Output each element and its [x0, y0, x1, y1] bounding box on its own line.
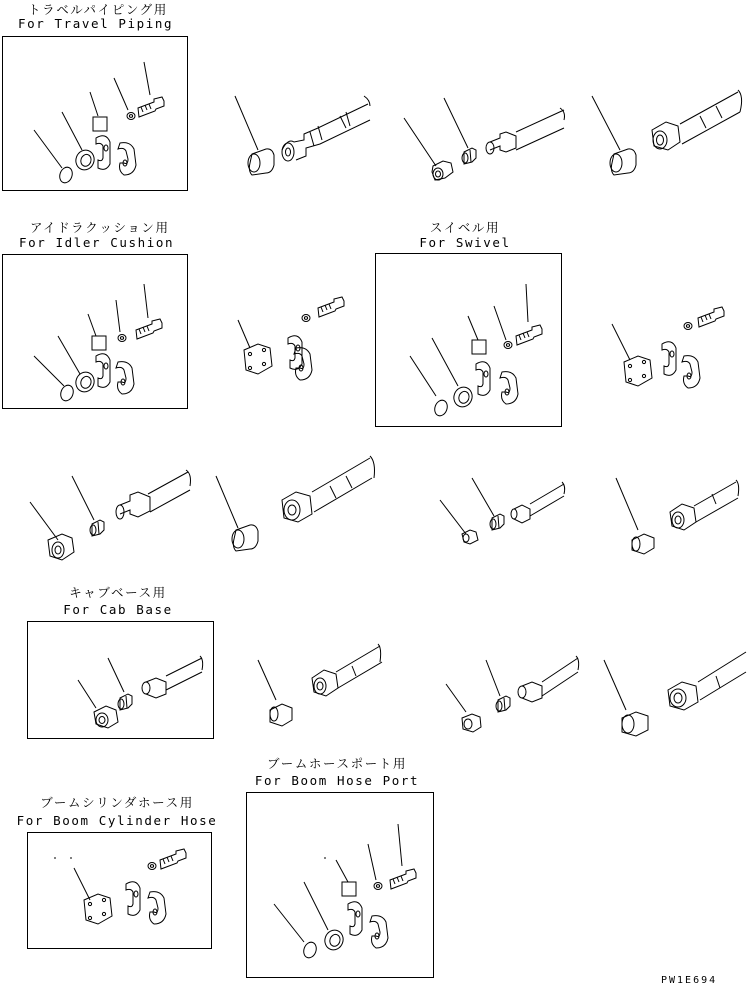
- cab-base-parts: [78, 656, 203, 728]
- cab-base-title-en: For Cab Base: [63, 602, 173, 617]
- travel-piping-title-jp: トラベルパイピング用: [28, 2, 168, 17]
- swivel-title-en: For Swivel: [419, 235, 511, 250]
- loose-flange-set-1: [238, 297, 344, 380]
- boom-cylinder-hose-parts: [54, 849, 186, 924]
- loose-flange-set-2: [612, 307, 724, 388]
- idler-cushion-parts: [34, 284, 162, 403]
- drawing-code: PW1E694: [661, 975, 718, 986]
- row1-parts: [235, 90, 742, 180]
- row3-parts: [30, 456, 739, 560]
- boom-cylinder-hose-title-jp: ブームシリンダホース用: [40, 795, 194, 810]
- boom-hose-port-title-jp: ブームホースポート用: [266, 756, 408, 771]
- swivel-parts: [410, 284, 542, 418]
- boom-hose-port-title-en: For Boom Hose Port: [254, 773, 420, 788]
- idler-cushion-title-jp: アイドラクッション用: [30, 220, 170, 235]
- travel-piping-parts: [34, 62, 164, 185]
- cab-base-title-jp: キャブベース用: [69, 585, 167, 600]
- travel-piping-title-en: For Travel Piping: [18, 16, 174, 31]
- row4-parts: [258, 644, 746, 736]
- boom-hose-port-parts: [274, 824, 416, 960]
- swivel-title-jp: スイベル用: [429, 220, 501, 235]
- boom-cylinder-hose-title-en: For Boom Cylinder Hose: [16, 813, 218, 828]
- idler-cushion-title-en: For Idler Cushion: [19, 235, 175, 250]
